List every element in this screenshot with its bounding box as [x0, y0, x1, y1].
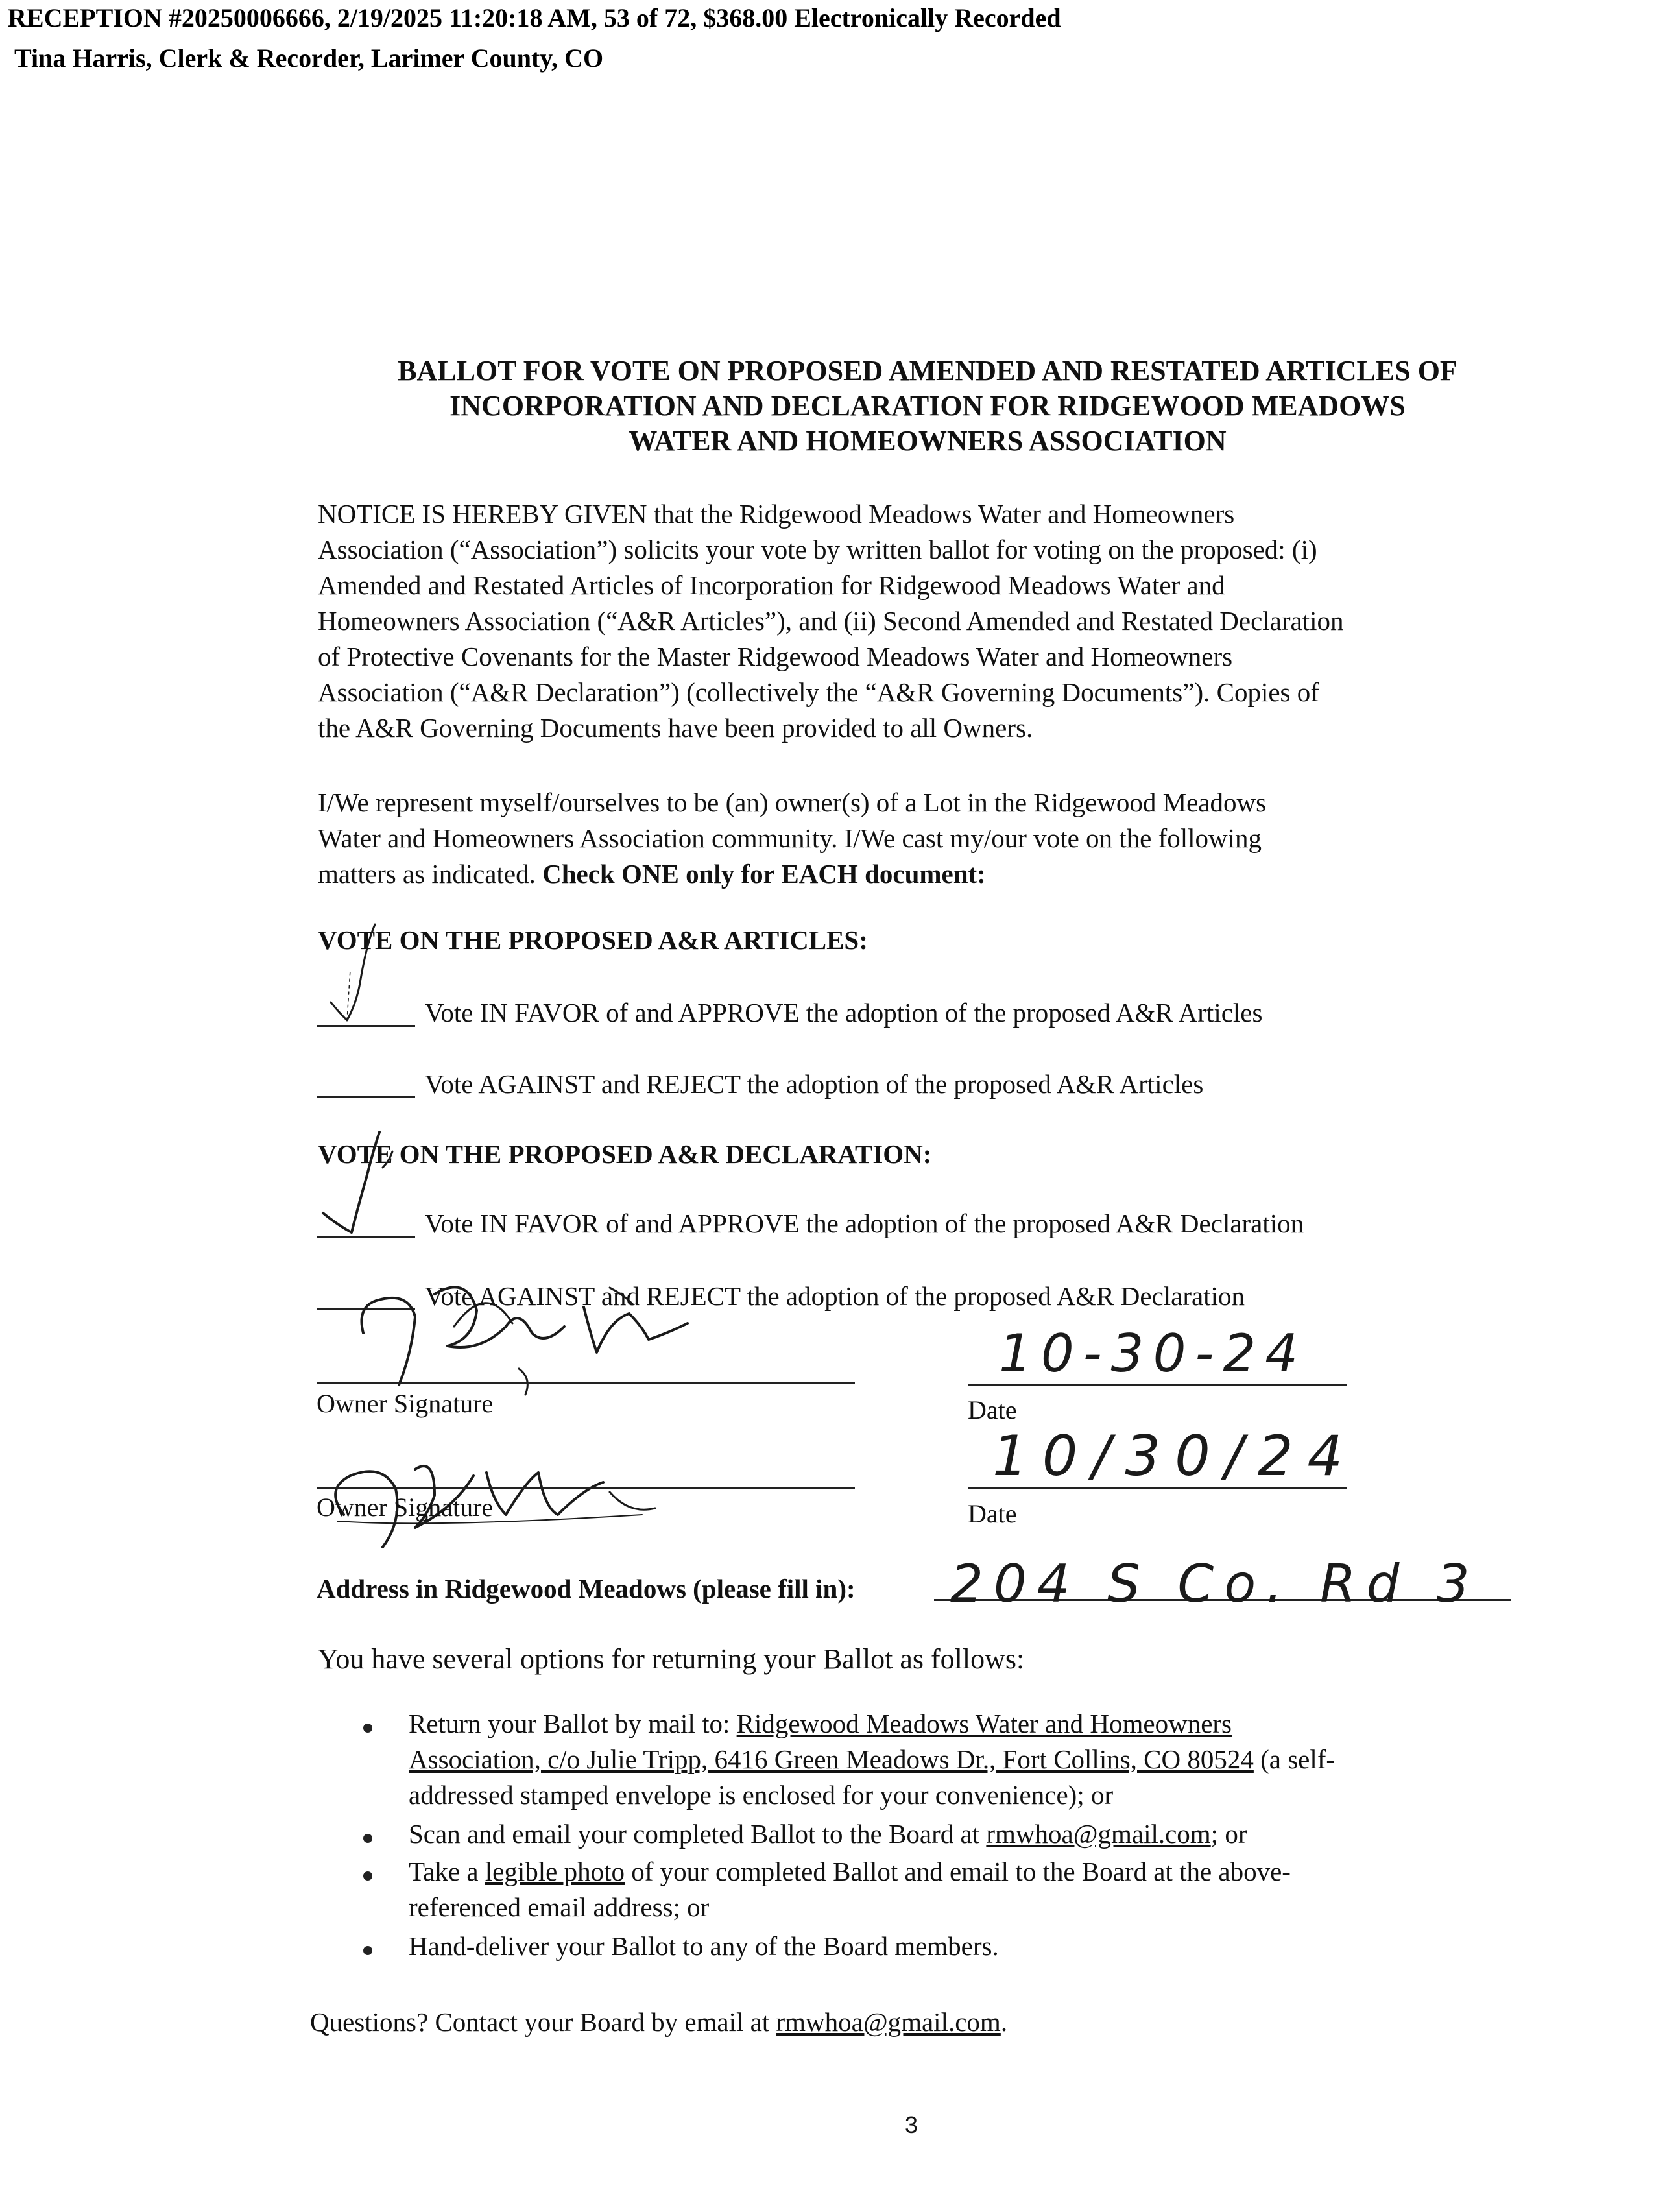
articles-against-checkbox-line[interactable]	[317, 1096, 415, 1098]
bullet-4-dot	[363, 1946, 372, 1958]
bullet-1	[409, 1706, 1335, 1813]
articles-against-option: Vote AGAINST and REJECT the adoption of the proposed A&R Articles	[425, 1069, 1204, 1099]
representation-text: matters as indicated.	[318, 859, 543, 889]
bullet-2-text: Scan and email your completed Ballot to the Board at	[409, 1819, 987, 1849]
date-2-handwritten: 10/30/24	[992, 1424, 1358, 1489]
date-1-label: Date	[968, 1395, 1017, 1425]
ballot-title-line: BALLOT FOR VOTE ON PROPOSED AMENDED AND RESTATED ARTICLES OF	[398, 355, 1457, 387]
bullet-1-text-cont: (a self-	[1253, 1744, 1336, 1774]
date-1-line[interactable]	[968, 1384, 1347, 1386]
return-options-intro: You have several options for returning your Ballot as follows:	[318, 1643, 1025, 1675]
articles-favor-option: Vote IN FAVOR of and APPROVE the adoption of the proposed A&R Articles	[425, 998, 1263, 1028]
notice-line: Association (“A&R Declaration”) (collectively the “A&R Governing Documents”). Copies of	[318, 677, 1319, 707]
questions-email-link[interactable]: rmwhoa@gmail.com	[776, 2007, 1001, 2037]
owner-signature-2-icon	[305, 1417, 668, 1560]
bullet-3	[409, 1854, 1291, 1925]
representation-line: I/We represent myself/ourselves to be (an) owner(s) of a Lot in the Ridgewood Meadows	[318, 787, 1267, 817]
bullet-1-line-1	[409, 1706, 1335, 1742]
notice-line: Homeowners Association (“A&R Articles”), and (ii) Second Amended and Restated Declaration	[318, 606, 1344, 636]
owner-signature-1-label: Owner Signature	[317, 1389, 494, 1418]
bullet-4: Hand-deliver your Ballot to any of the Board members.	[409, 1931, 999, 1961]
representation-line: Water and Homeowners Association community. I/We cast my/our vote on the following	[318, 823, 1262, 853]
check-one-instruction: Check ONE only for EACH document:	[542, 859, 986, 889]
representation-line	[318, 856, 1266, 892]
bullet-1-line-3: addressed stamped envelope is enclosed for your convenience); or	[409, 1780, 1114, 1810]
bullet-2-text-cont: ; or	[1210, 1819, 1247, 1849]
legible-photo-text: legible photo	[485, 1857, 625, 1886]
page-number: 3	[905, 2111, 918, 2138]
declaration-favor-option: Vote IN FAVOR of and APPROVE the adoption of the proposed A&R Declaration	[425, 1208, 1304, 1238]
articles-vote-heading: VOTE ON THE PROPOSED A&R ARTICLES:	[318, 925, 868, 955]
notice-line: the A&R Governing Documents have been provided to all Owners.	[318, 713, 1033, 743]
owner-signature-1-line[interactable]	[317, 1382, 855, 1384]
bullet-3-line-1	[409, 1854, 1291, 1890]
notice-line: NOTICE IS HEREBY GIVEN that the Ridgewood Meadows Water and Homeowners	[318, 499, 1235, 529]
recording-header-line2: Tina Harris, Clerk & Recorder, Larimer County, CO	[14, 43, 604, 73]
bullet-2-dot	[363, 1834, 372, 1846]
notice-line: of Protective Covenants for the Master Ridgewood Meadows Water and Homeowners	[318, 642, 1233, 671]
questions-text-end: .	[1000, 2007, 1008, 2037]
owner-signature-2-line[interactable]	[317, 1487, 855, 1489]
bullet-1-dot	[363, 1724, 372, 1736]
questions-text: Questions? Contact your Board by email at	[310, 2007, 776, 2037]
address-handwritten: 204 S Co. Rd 3	[950, 1554, 1480, 1614]
recording-header-line1: RECEPTION #20250006666, 2/19/2025 11:20:18 AM, 53 of 72, $368.00 Electronically Recorded	[8, 3, 1061, 32]
date-2-label: Date	[968, 1499, 1017, 1528]
bullet-3-text: Take a	[409, 1857, 485, 1886]
bullet-1-line-2	[409, 1742, 1335, 1777]
articles-favor-checkmark-icon	[311, 905, 441, 1038]
mailing-address-link-1[interactable]: Ridgewood Meadows Water and Homeowners	[736, 1709, 1232, 1738]
declaration-against-option: Vote AGAINST and REJECT the adoption of the proposed A&R Declaration	[425, 1281, 1245, 1311]
questions-line	[310, 2004, 1007, 2040]
declaration-vote-heading: VOTE ON THE PROPOSED A&R DECLARATION:	[318, 1139, 932, 1169]
notice-line: Amended and Restated Articles of Incorporation for Ridgewood Meadows Water and	[318, 570, 1225, 600]
bullet-1-text: Return your Ballot by mail to:	[409, 1709, 737, 1738]
bullet-3-text-cont: of your completed Ballot and email to the Board at the above-	[625, 1857, 1291, 1886]
bullet-3-line-2: referenced email address; or	[409, 1892, 710, 1922]
bullet-2	[409, 1816, 1247, 1852]
ballot-title	[272, 354, 1583, 459]
representation-paragraph	[318, 785, 1266, 892]
owner-signature-2-label: Owner Signature	[317, 1493, 494, 1522]
date-1-handwritten: 10-30-24	[999, 1323, 1308, 1384]
address-label: Address in Ridgewood Meadows (please fill in):	[317, 1574, 856, 1604]
notice-paragraph	[318, 496, 1343, 746]
declaration-favor-checkmark-icon	[311, 1116, 441, 1245]
bullet-3-dot	[363, 1871, 372, 1884]
board-email-link[interactable]: rmwhoa@gmail.com	[986, 1819, 1211, 1849]
notice-line: Association (“Association”) solicits your vote by written ballot for voting on the proposed: (i)	[318, 535, 1317, 564]
mailing-address-link-2[interactable]: Association, c/o Julie Tripp, 6416 Green Meadows Dr., Fort Collins, CO 80524	[409, 1744, 1254, 1774]
ballot-title-line: WATER AND HOMEOWNERS ASSOCIATION	[629, 425, 1227, 457]
ballot-title-line: INCORPORATION AND DECLARATION FOR RIDGEWOOD MEADOWS	[449, 390, 1406, 422]
